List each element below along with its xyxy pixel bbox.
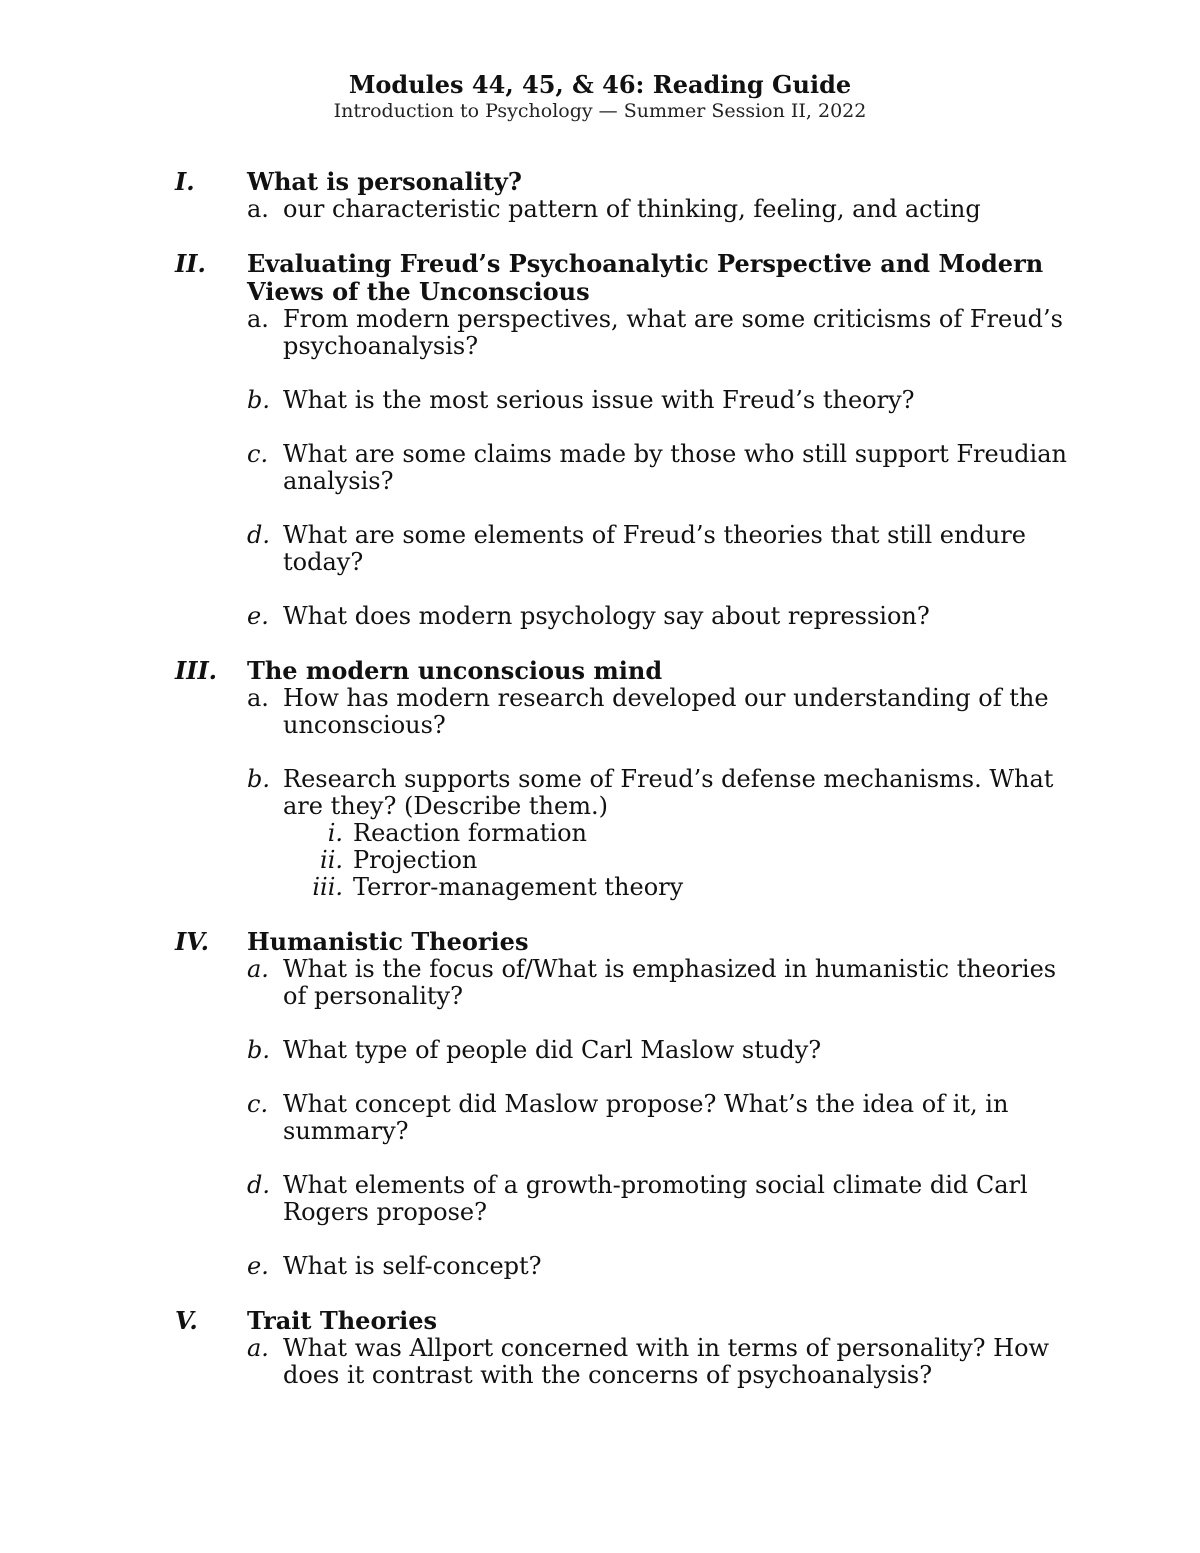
section-numeral: I. [175,167,195,196]
item-text: Research supports some of Freud’s defense mechanisms. What are they? (Describe them.) [283,765,1054,820]
section-title: Trait Theories [247,1306,437,1335]
section-heading [0,168,1200,196]
section-title: Humanistic Theories [247,927,529,956]
spacer [0,901,1200,928]
document-subtitle: Introduction to Psychology — Summer Session II, 2022 [333,100,867,122]
item-marker: b. [247,1036,270,1064]
list-item [247,685,1067,739]
section-5 [0,1307,1200,1389]
section-heading [0,250,1200,306]
item-text: From modern perspectives, what are some criticisms of Freud’s psychoanalysis? [283,305,1063,360]
list-item [247,766,1067,820]
item-text: What was Allport concerned with in terms of personality? How does it contrast with the concerns of psychoanalysis? [283,1334,1050,1389]
sub-list-item [283,847,1063,874]
section-numeral: III. [175,656,218,685]
section-2 [0,250,1200,630]
spacer [0,630,1200,657]
item-marker: a. [247,1334,269,1362]
item-marker: d. [247,1171,270,1199]
item-marker: b. [247,386,270,414]
item-text: What type of people did Carl Maslow study? [283,1036,822,1064]
section-numeral: II. [175,249,206,278]
document-header [0,71,1200,123]
section-heading [0,928,1200,956]
section-title: What is personality? [247,167,522,196]
list-item [247,1091,1067,1145]
list-item [247,306,1067,360]
list-item [247,956,1067,1010]
list-item [247,1253,1067,1280]
list-item [247,441,1067,495]
list-item [247,387,1067,414]
section-4 [0,928,1200,1280]
section-heading [0,657,1200,685]
item-marker: a. [247,195,269,223]
section-numeral: V. [175,1306,198,1335]
item-marker: a. [247,955,269,983]
spacer [0,223,1200,250]
sub-item-text: Reaction formation [353,819,587,847]
item-text: What does modern psychology say about repression? [283,602,930,630]
sub-item-text: Projection [353,846,478,874]
item-text: What are some elements of Freud’s theories that still endure today? [283,521,1026,576]
list-item [247,1037,1067,1064]
list-item [247,196,1067,223]
item-marker: e. [247,1252,269,1280]
item-marker: b. [247,765,270,793]
sub-list-item [283,820,1063,847]
sub-item-marker: i. [327,819,343,847]
item-text: our characteristic pattern of thinking, feeling, and acting [283,195,981,223]
sub-item-text: Terror-management theory [353,873,684,901]
item-text: What concept did Maslow propose? What’s the idea of it, in summary? [283,1090,1009,1145]
section-numeral: IV. [175,927,210,956]
item-text: What is the focus of/What is emphasized in humanistic theories of personality? [283,955,1057,1010]
section-title: The modern unconscious mind [247,656,663,685]
item-text: What elements of a growth-promoting social climate did Carl Rogers propose? [283,1171,1028,1226]
item-text: What is self-concept? [283,1252,542,1280]
section-3 [0,657,1200,901]
document-title: Modules 44, 45, & 46: Reading Guide [348,70,852,99]
outline [0,168,1200,1389]
item-text: What are some claims made by those who still support Freudian analysis? [283,440,1067,495]
item-text: How has modern research developed our understanding of the unconscious? [283,684,1049,739]
item-marker: c. [247,440,269,468]
list-item [247,1335,1067,1389]
section-title: Evaluating Freud’s Psychoanalytic Perspective and Modern Views of the Unconscious [247,249,1044,306]
list-item [247,522,1067,576]
item-text: What is the most serious issue with Freud’s theory? [283,386,915,414]
item-marker: a. [247,684,269,712]
spacer [0,1280,1200,1307]
item-marker: d. [247,521,270,549]
item-marker: e. [247,602,269,630]
section-heading [0,1307,1200,1335]
item-marker: c. [247,1090,269,1118]
list-item [247,1172,1067,1226]
sub-item-marker: ii. [320,846,343,874]
sub-item-marker: iii. [312,873,343,901]
list-item [247,603,1067,630]
item-marker: a. [247,305,269,333]
section-1 [0,168,1200,223]
sub-list-item [283,874,1063,901]
